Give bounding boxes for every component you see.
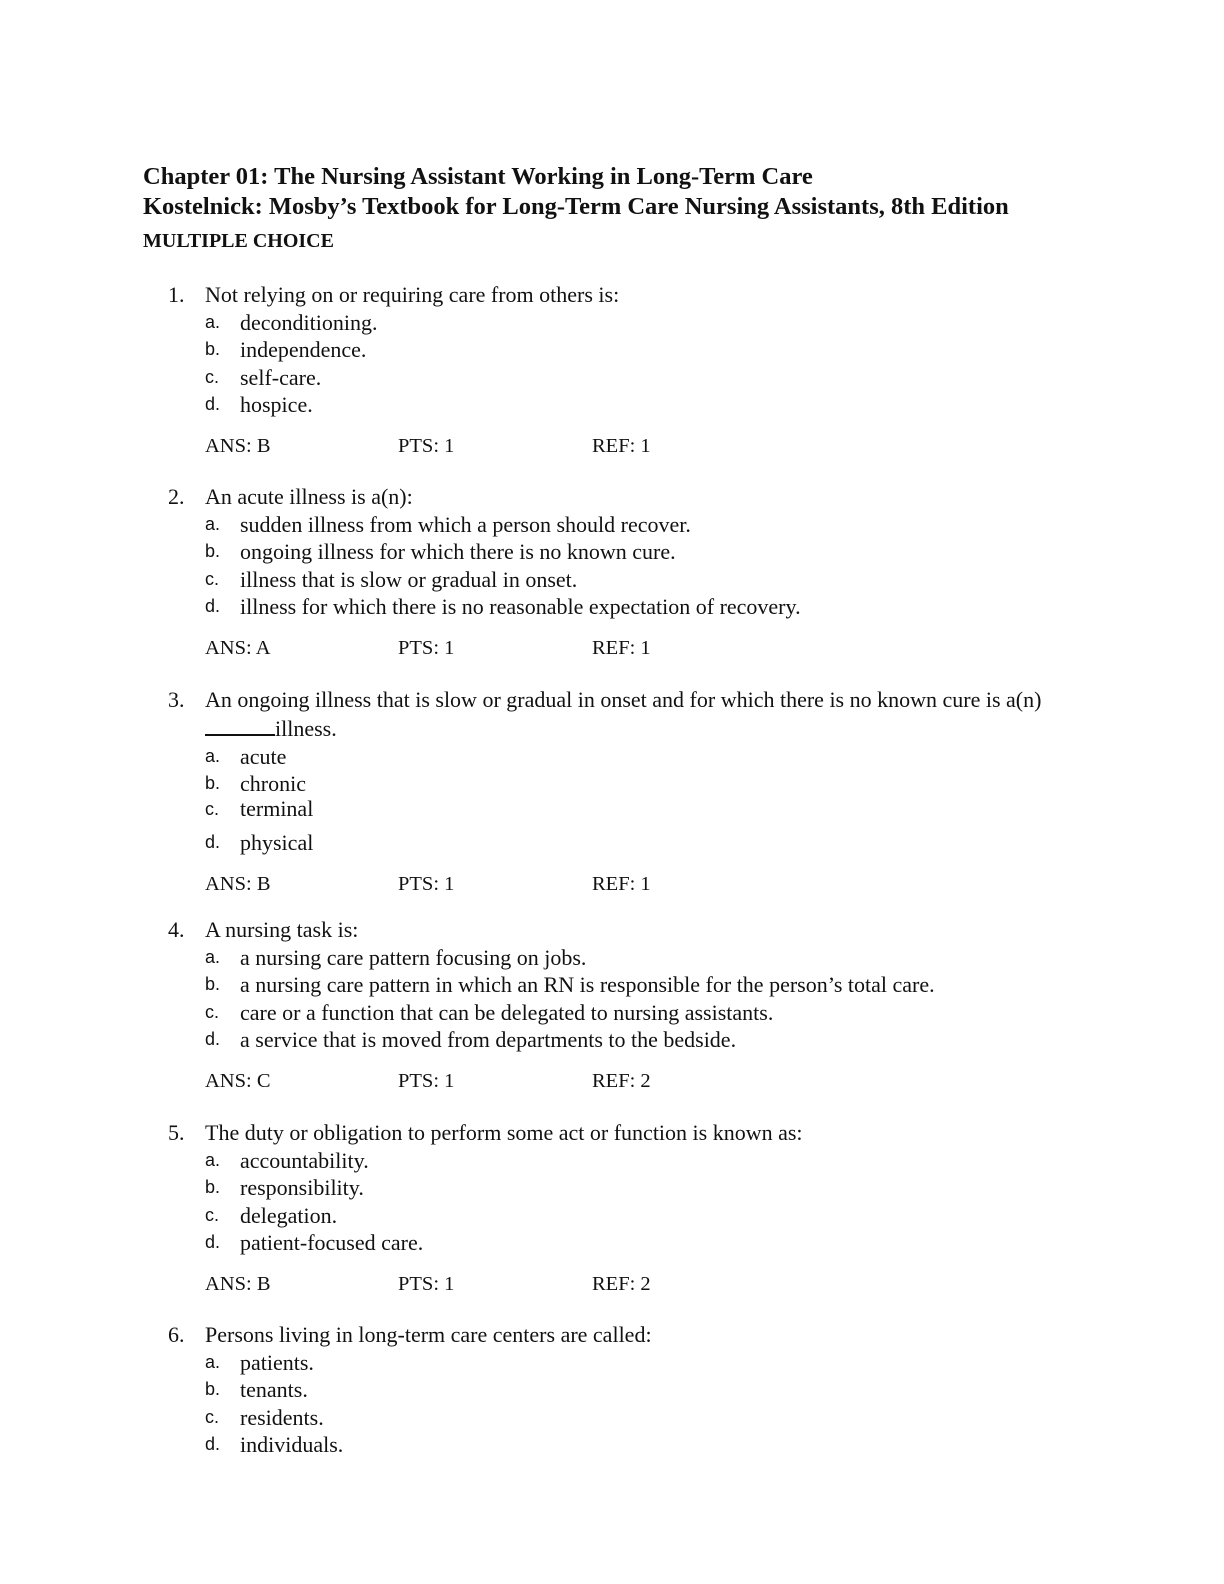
option-text: chronic bbox=[240, 771, 306, 797]
option-letter: a. bbox=[205, 947, 221, 967]
question-stem bbox=[168, 686, 1068, 743]
question-number: 5. bbox=[168, 1120, 185, 1145]
option-text: care or a function that can be delegated to nursing assistants. bbox=[240, 999, 774, 1025]
question-text: An acute illness is a(n): bbox=[205, 484, 413, 509]
points: PTS: 1 bbox=[398, 1273, 455, 1296]
option-letter: c. bbox=[205, 366, 220, 387]
option-text: terminal bbox=[240, 795, 314, 821]
question-number: 3. bbox=[168, 687, 185, 712]
option-d bbox=[205, 1229, 1068, 1256]
option-text: individuals. bbox=[240, 1431, 344, 1457]
question-3 bbox=[168, 686, 1068, 898]
document-header bbox=[143, 162, 1009, 253]
reference: REF: 1 bbox=[592, 637, 651, 660]
reference: REF: 2 bbox=[592, 1070, 651, 1093]
question-number: 6. bbox=[168, 1322, 185, 1347]
option-letter: c. bbox=[205, 798, 220, 819]
option-text: acute bbox=[240, 744, 287, 769]
option-b bbox=[205, 538, 1068, 565]
option-d bbox=[205, 1431, 1068, 1458]
option-letter: a. bbox=[205, 1352, 221, 1372]
option-text: self-care. bbox=[240, 364, 322, 390]
option-c bbox=[205, 1404, 1068, 1431]
points: PTS: 1 bbox=[398, 1070, 455, 1093]
option-letter: d. bbox=[205, 393, 221, 414]
option-letter: c. bbox=[205, 1001, 220, 1022]
option-d bbox=[205, 593, 1068, 620]
answer-key: ANS: B bbox=[205, 1273, 271, 1296]
option-letter: a. bbox=[205, 1150, 221, 1170]
question-number: 1. bbox=[168, 282, 185, 307]
answer-key: ANS: C bbox=[205, 1070, 271, 1093]
question-text: Persons living in long-term care centers are called: bbox=[205, 1322, 652, 1347]
answer-meta bbox=[205, 1068, 1068, 1095]
option-text: a nursing care pattern focusing on jobs. bbox=[240, 945, 587, 970]
option-text: independence. bbox=[240, 337, 367, 363]
reference: REF: 2 bbox=[592, 1273, 651, 1296]
option-c bbox=[205, 1202, 1068, 1229]
question-1 bbox=[168, 281, 1068, 460]
option-text: physical bbox=[240, 829, 314, 855]
option-a bbox=[205, 1147, 1068, 1174]
answer-key: ANS: B bbox=[205, 435, 271, 458]
question-stem bbox=[168, 1119, 1068, 1147]
option-letter: d. bbox=[205, 1028, 221, 1049]
option-text: patients. bbox=[240, 1350, 314, 1375]
option-c bbox=[205, 999, 1068, 1026]
option-letter: a. bbox=[205, 514, 221, 534]
question-stem bbox=[168, 1321, 1068, 1349]
option-letter: c. bbox=[205, 1406, 220, 1427]
question-text-after-blank: illness. bbox=[275, 716, 337, 741]
option-letter: c. bbox=[205, 1204, 220, 1225]
option-b bbox=[205, 971, 1068, 998]
option-letter: a. bbox=[205, 312, 221, 332]
option-text: sudden illness from which a person should recover. bbox=[240, 512, 691, 537]
answer-meta bbox=[205, 635, 1068, 662]
question-text: Not relying on or requiring care from others is: bbox=[205, 282, 620, 307]
answer-options bbox=[168, 743, 1068, 856]
option-a bbox=[205, 944, 1068, 971]
option-letter: c. bbox=[205, 568, 220, 589]
question-4 bbox=[168, 916, 1068, 1095]
question-stem bbox=[168, 281, 1068, 309]
option-letter: d. bbox=[205, 1433, 221, 1454]
option-c bbox=[205, 795, 1068, 821]
chapter-title: Chapter 01: The Nursing Assistant Working in Long-Term Care bbox=[143, 163, 813, 190]
option-letter: b. bbox=[205, 541, 221, 562]
option-d bbox=[205, 1026, 1068, 1053]
question-text-before-blank: An ongoing illness that is slow or gradual in onset and for which there is no known cure is a(n) bbox=[205, 687, 1042, 712]
option-letter: d. bbox=[205, 1231, 221, 1252]
option-a bbox=[205, 309, 1068, 336]
question-number: 2. bbox=[168, 484, 185, 509]
option-text: ongoing illness for which there is no known cure. bbox=[240, 539, 676, 565]
option-b bbox=[205, 1174, 1068, 1201]
answer-options bbox=[168, 309, 1068, 418]
points: PTS: 1 bbox=[398, 637, 455, 660]
answer-meta bbox=[205, 871, 1068, 898]
option-text: illness that is slow or gradual in onset. bbox=[240, 566, 578, 592]
option-a bbox=[205, 743, 1068, 770]
section-heading: MULTIPLE CHOICE bbox=[143, 230, 334, 252]
option-letter: a. bbox=[205, 746, 221, 766]
option-d bbox=[205, 391, 1068, 418]
answer-options bbox=[168, 511, 1068, 620]
option-text: hospice. bbox=[240, 391, 313, 417]
option-b bbox=[205, 336, 1068, 363]
question-stem bbox=[168, 483, 1068, 511]
option-b bbox=[205, 1376, 1068, 1403]
question-6 bbox=[168, 1321, 1068, 1458]
option-letter: b. bbox=[205, 773, 221, 794]
option-a bbox=[205, 1349, 1068, 1376]
reference: REF: 1 bbox=[592, 872, 651, 895]
answer-key: ANS: A bbox=[205, 637, 271, 660]
option-a bbox=[205, 511, 1068, 538]
option-c bbox=[205, 364, 1068, 391]
option-text: delegation. bbox=[240, 1202, 338, 1228]
option-text: a service that is moved from departments to the bedside. bbox=[240, 1026, 737, 1052]
option-letter: b. bbox=[205, 339, 221, 360]
question-number: 4. bbox=[168, 917, 185, 942]
option-text: responsibility. bbox=[240, 1175, 364, 1201]
option-letter: b. bbox=[205, 1177, 221, 1198]
answer-options bbox=[168, 944, 1068, 1053]
fill-in-blank bbox=[205, 714, 275, 736]
answer-meta bbox=[205, 1271, 1068, 1298]
option-c bbox=[205, 566, 1068, 593]
book-title: Kostelnick: Mosby’s Textbook for Long-Term Care Nursing Assistants, 8th Edition bbox=[143, 193, 1009, 220]
question-stem bbox=[168, 916, 1068, 944]
option-letter: b. bbox=[205, 1379, 221, 1400]
answer-meta bbox=[205, 433, 1068, 460]
option-text: illness for which there is no reasonable expectation of recovery. bbox=[240, 593, 801, 619]
answer-key: ANS: B bbox=[205, 872, 271, 895]
option-text: residents. bbox=[240, 1404, 324, 1430]
option-b bbox=[205, 770, 1068, 797]
option-text: a nursing care pattern in which an RN is responsible for the person’s total care. bbox=[240, 972, 935, 998]
reference: REF: 1 bbox=[592, 435, 651, 458]
question-2 bbox=[168, 483, 1068, 662]
answer-options bbox=[168, 1147, 1068, 1256]
points: PTS: 1 bbox=[398, 435, 455, 458]
option-letter: d. bbox=[205, 595, 221, 616]
option-d bbox=[205, 829, 1068, 856]
option-text: tenants. bbox=[240, 1377, 308, 1403]
option-text: patient-focused care. bbox=[240, 1229, 424, 1255]
question-text: A nursing task is: bbox=[205, 917, 359, 942]
question-5 bbox=[168, 1119, 1068, 1298]
option-text: deconditioning. bbox=[240, 310, 378, 335]
question-text: The duty or obligation to perform some act or function is known as: bbox=[205, 1120, 803, 1145]
option-text: accountability. bbox=[240, 1148, 369, 1173]
answer-options bbox=[168, 1349, 1068, 1458]
option-letter: b. bbox=[205, 974, 221, 995]
option-letter: d. bbox=[205, 831, 221, 852]
points: PTS: 1 bbox=[398, 872, 455, 895]
